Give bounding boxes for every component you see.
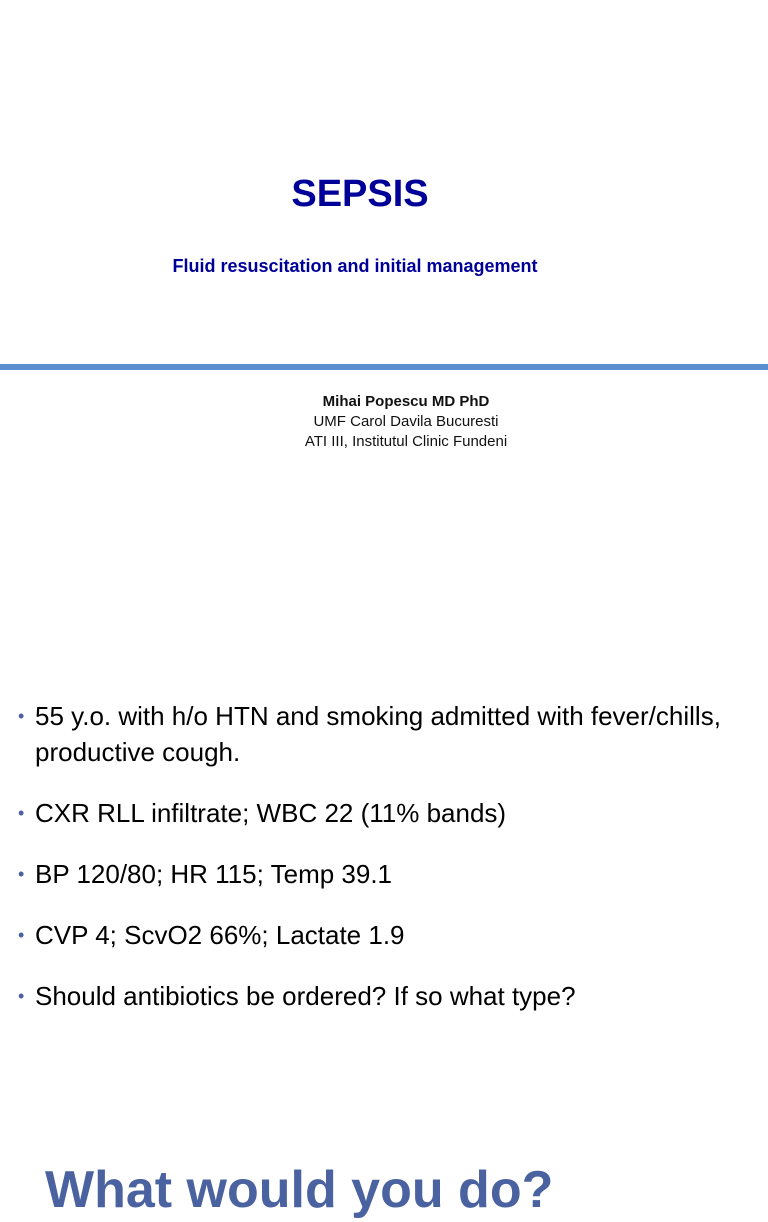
bullet-item <box>18 917 758 953</box>
bullet-icon: • <box>18 986 25 1006</box>
bullet-item <box>18 978 758 1014</box>
slide-title: SEPSIS <box>291 173 429 215</box>
case-slide-title: What would you do? <box>45 1161 554 1219</box>
bullet-text: 55 y.o. with h/o HTN and smoking admitted with fever/chills, productive cough. <box>35 701 721 767</box>
bullet-icon: • <box>18 803 25 823</box>
author-block <box>250 392 562 452</box>
author-name: Mihai Popescu MD PhD <box>322 393 490 410</box>
bullet-icon: • <box>18 706 25 726</box>
title-slide <box>0 0 768 560</box>
bullet-text: CXR RLL infiltrate; WBC 22 (11% bands) <box>35 798 507 828</box>
bullet-text: CVP 4; ScvO2 66%; Lactate 1.9 <box>35 920 405 950</box>
author-affiliation-1: UMF Carol Davila Bucuresti <box>313 413 499 430</box>
slide-subtitle: Fluid resuscitation and initial management <box>172 256 538 276</box>
bullet-text: Should antibiotics be ordered? If so what type? <box>35 981 576 1011</box>
bullet-item <box>18 698 758 770</box>
bullet-item <box>18 856 758 892</box>
bullet-item <box>18 795 758 831</box>
bullet-list <box>18 698 758 1039</box>
author-affiliation-2: ATI III, Institutul Clinic Fundeni <box>304 433 508 450</box>
divider-line <box>0 364 768 370</box>
bullet-icon: • <box>18 864 25 884</box>
bullet-icon: • <box>18 925 25 945</box>
bullet-text: BP 120/80; HR 115; Temp 39.1 <box>35 859 393 889</box>
